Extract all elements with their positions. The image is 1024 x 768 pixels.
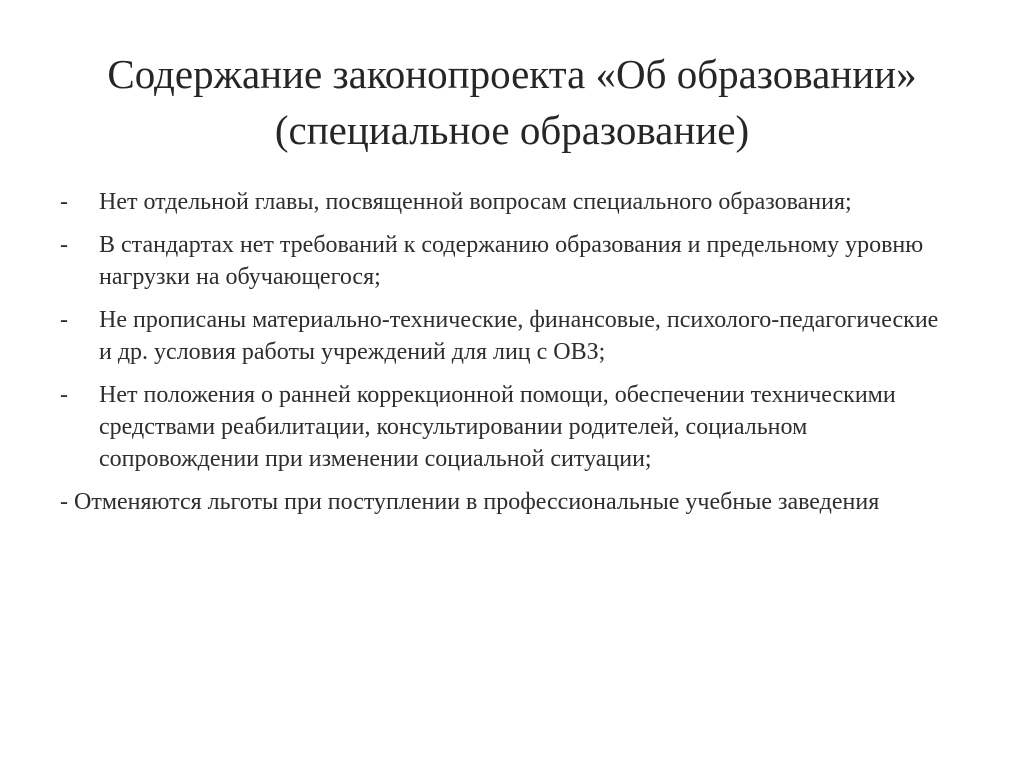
slide-title [40,46,984,158]
bullet-marker: - [60,189,68,215]
slide-title-line-1: Содержание законопроекта «Об образовании» [107,51,917,97]
bullet-item [60,379,940,475]
bullet-text: Отменяются льготы при поступлении в профессиональные учебные заведения [74,489,880,515]
bullet-item [60,186,940,218]
bullet-item [60,486,940,518]
bullet-list [60,186,940,529]
bullet-text: Нет отдельной главы, посвященной вопросам специального образования; [99,189,852,215]
slide-title-line-2: (специальное образование) [274,107,750,153]
bullet-marker: - [60,382,68,408]
bullet-marker: - [60,489,74,515]
bullet-text: В стандартах нет требований к содержанию образования и предельному уровню нагрузки на обучающегося; [99,232,924,290]
bullet-text: Нет положения о ранней коррекционной помощи, обеспечении техническими средствами реабилитации, консультировании родителей, социальном сопровождении при изменении социальной ситуации; [99,382,896,472]
bullet-marker: - [60,232,68,258]
bullet-text: Не прописаны материально-технические, финансовые, психолого-педагогические и др. условия работы учреждений для лиц с ОВЗ; [99,307,939,365]
bullet-marker: - [60,307,68,333]
bullet-item [60,304,940,368]
bullet-item [60,229,940,293]
